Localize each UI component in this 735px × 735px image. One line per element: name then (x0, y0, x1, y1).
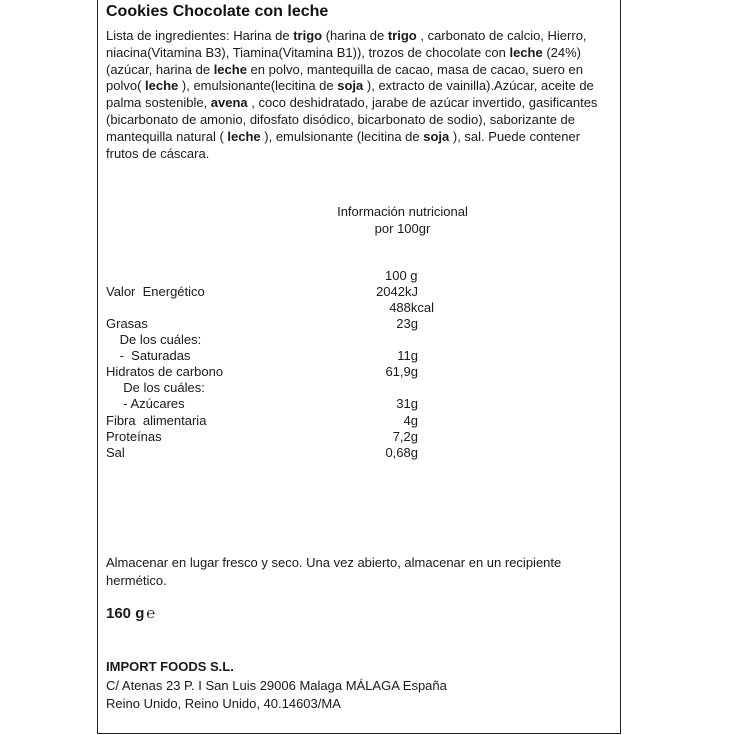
allergen-text: leche (145, 78, 179, 94)
table-row (0, 316, 735, 332)
address-line-2: Reino Unido, Reino Unido, 40.14603/MA (106, 696, 341, 711)
nutrition-heading-title: Información nutricional (337, 204, 468, 219)
nutrient-label: De los cuáles: (116, 380, 205, 395)
company-address (106, 677, 447, 713)
table-row (0, 396, 735, 412)
ingredient-text: ), extracto de vainilla).Azúcar, aceite de palma sostenible, (106, 78, 594, 111)
nutrient-value: 23g (396, 316, 418, 331)
ingredient-text: , carbonato de calcio, Hierro, niacina(Vitamina B3), Tiamina(Vitamina B1)), trozos de chocolate con (106, 28, 587, 60)
company-name: IMPORT FOODS S.L. (106, 659, 234, 674)
ingredient-text: (24%)(azúcar, harina de (106, 44, 581, 77)
estimated-sign-icon: ℮ (146, 605, 156, 622)
allergen-text: leche (213, 61, 247, 77)
ingredient-text: Lista de ingredientes: Harina de (106, 28, 294, 43)
nutrient-value: 7,2g (392, 429, 418, 444)
ingredient-text: ), emulsionante (lecitina de (260, 128, 424, 144)
nutrient-value: 0,68g (385, 445, 418, 460)
nutrient-label: De los cuáles: (116, 332, 202, 347)
allergen-text: leche (227, 128, 261, 144)
table-row (0, 380, 735, 396)
energy-kcal-value: 488kcal (389, 300, 434, 315)
nutrient-value: 4g (403, 413, 418, 428)
storage-instructions: Almacenar en lugar fresco y seco. Una vez abierto, almacenar en un recipiente hermético. (106, 555, 562, 588)
allergen-text: leche (509, 44, 543, 60)
nutrient-label: Sal (106, 445, 125, 460)
nutrient-label: - Azúcares (116, 396, 185, 411)
table-row (0, 445, 735, 461)
allergen-text: soja (337, 78, 364, 94)
ingredient-text: ), emulsionante(lecitina de (178, 78, 338, 94)
nutrient-label: - Saturadas (116, 348, 191, 363)
nutrient-label: Grasas (106, 316, 148, 331)
ingredient-text: (harina de (322, 28, 388, 43)
table-row (0, 413, 735, 429)
nutrient-label: Fibra alimentaria (106, 413, 207, 428)
energy-label: Valor Energético (106, 284, 205, 299)
nutrient-label: Hidratos de carbono (106, 364, 224, 379)
nutrient-value: 61,9g (385, 364, 418, 379)
nutrition-column-header: 100 g (385, 268, 418, 283)
nutrient-value: 31g (396, 396, 418, 411)
ingredients-list (106, 28, 616, 162)
table-row (0, 332, 735, 348)
allergen-text: avena (210, 95, 248, 111)
table-row (0, 348, 735, 364)
ingredient-text: , coco deshidratado, jarabe de azúcar invertido, gasificantes (bicarbonato de amonio, difosfato disódico, bicarbonato de sodio), saborizante de mantequilla natural ( (106, 95, 598, 144)
address-line-1: C/ Atenas 23 P. I San Luis 29006 Malaga MÁLAGA España (106, 678, 447, 693)
net-weight-value: 160 g (106, 605, 145, 622)
table-row (0, 429, 735, 445)
nutrition-heading (330, 203, 475, 237)
ingredient-text: en polvo, mantequilla de cacao, masa de cacao, suero en polvo( (106, 61, 583, 94)
table-row (0, 364, 735, 380)
net-weight (106, 605, 155, 622)
energy-kcal-row (0, 300, 735, 316)
nutrient-value: 11g (397, 348, 418, 363)
product-title: Cookies Chocolate con leche (106, 3, 329, 20)
energy-row (0, 284, 735, 300)
nutrient-label: Proteínas (106, 429, 162, 444)
nutrition-heading-basis: por 100gr (374, 221, 431, 236)
allergen-text: trigo (293, 28, 323, 43)
allergen-text: trigo (387, 28, 417, 43)
ingredient-text: ), sal. Puede contener frutos de cáscara. (106, 128, 581, 161)
allergen-text: soja (423, 128, 450, 144)
energy-kj-value: 2042kJ (376, 284, 418, 299)
